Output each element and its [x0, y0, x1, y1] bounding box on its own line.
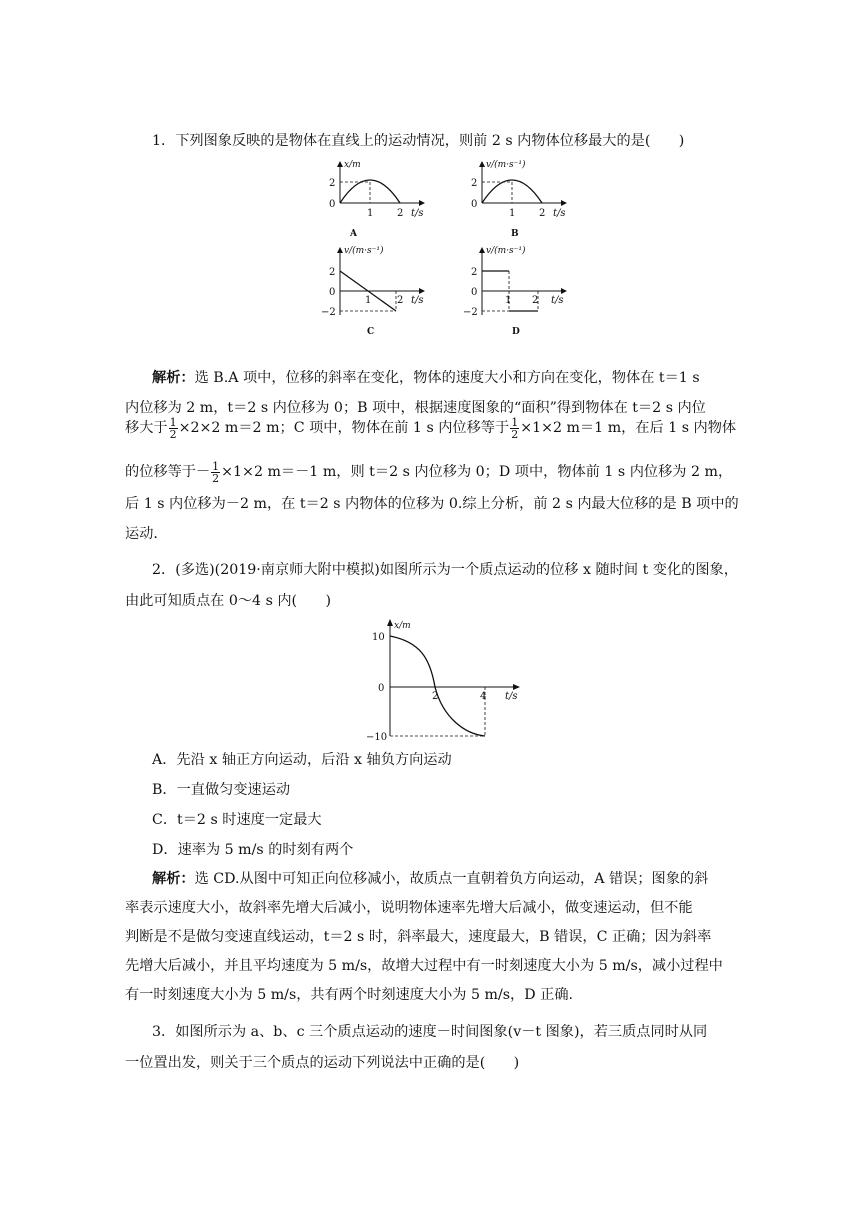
q2-figure — [365, 618, 530, 743]
q2-option-a: A．先沿 x 轴正方向运动，后沿 x 轴负方向运动 — [152, 752, 452, 768]
q2-option-b: B．一直做匀变速运动 — [152, 782, 291, 798]
figure-a-ylabel: x/m — [344, 160, 361, 170]
figure-a-xtick-2: 2 — [397, 208, 404, 219]
analysis-label: 解析： — [152, 871, 195, 887]
q2-figure-xlabel: t/s — [505, 691, 518, 702]
figure-b-label: B — [511, 229, 519, 239]
figure-b-xtick-1: 1 — [509, 208, 516, 219]
figure-c-xtick-1: 1 — [365, 295, 372, 306]
figure-c-ytick-2: 2 — [329, 267, 336, 278]
figure-c — [321, 243, 435, 337]
figure-d-xlabel: t/s — [551, 295, 564, 306]
q2-option-c: C．t＝2 s 时速度一定最大 — [152, 812, 322, 828]
fraction-one-half: $\frac{1}{2}$ — [169, 415, 177, 441]
q1-analysis-line-5: 后 1 s 内位移为－2 m，在 t＝2 s 内物体的位移为 0.综上分析，前 2 s 内最大位移的是 B 项中的 — [125, 496, 739, 512]
figure-d-xtick-2: 2 — [532, 295, 539, 306]
q1-analysis-line-4: 的位移等于－ $\frac{1}{2}$ ×1×2 m＝－1 m，则 t＝2 s 内位移为 0；D 项中，物体前 1 s 内位移为 2 m， — [125, 459, 733, 485]
figure-c-ylabel: v/(m·s⁻¹) — [344, 246, 384, 256]
q2-analysis-line-5: 有一时刻速度大小为 5 m/s，共有两个时刻速度大小为 5 m/s，D 正确. — [125, 987, 574, 1003]
figure-c-ytick-0: 0 — [329, 287, 336, 298]
q1-analysis-line-3: 移大于 $\frac{1}{2}$ ×2×2 m＝2 m；C 项中，物体在前 1 s 内位移等于 $\frac{1}{2}$ ×1×2 m＝1 m，在后 1 s 内物体 — [125, 415, 737, 441]
q2-figure-ytick-0: 0 — [378, 683, 385, 694]
q1-analysis-line-2: 内位移为 2 m，t＝2 s 内位移为 0；B 项中，根据速度图象的“面积”得到物体在 t＝2 s 内位 — [125, 400, 706, 416]
figure-c-xlabel: t/s — [411, 295, 424, 306]
q2-stem-line-2: 由此可知质点在 0～4 s 内( ) — [125, 593, 331, 609]
figure-a-label: A — [350, 229, 357, 239]
q2-analysis-line-4: 先增大后减小，并且平均速度为 5 m/s，故增大过程中有一时刻速度大小为 5 m/s，减小过程中 — [125, 958, 723, 974]
q2-option-d: D．速率为 5 m/s 的时刻有两个 — [152, 842, 354, 858]
fraction-one-half: $\frac{1}{2}$ — [511, 415, 519, 441]
q2-analysis-line-2: 率表示速度大小，故斜率先增大后减小，说明物体速率先增大后减小，做变速运动，但不能 — [125, 900, 693, 916]
figure-c-ytick-neg2: −2 — [321, 307, 336, 318]
figure-a-xlabel: t/s — [411, 208, 424, 219]
analysis-label: 解析： — [152, 370, 195, 386]
figure-d — [463, 243, 577, 337]
figure-d-ylabel: v/(m·s⁻¹) — [486, 246, 526, 256]
q2-figure-ytick-10: 10 — [372, 632, 385, 643]
figure-d-ytick-0: 0 — [471, 287, 478, 298]
q1-analysis-line-1: 解析：选 B.A 项中，位移的斜率在变化，物体的速度大小和方向在变化，物体在 t＝1 s — [152, 370, 700, 386]
q3-stem-line-1: 3．如图所示为 a、b、c 三个质点运动的速度－时间图象(v－t 图象)，若三质点同时从同 — [152, 1024, 708, 1040]
q2-analysis-line-3: 判断是不是做匀变速直线运动，t＝2 s 时，斜率最大，速度最大，B 错误，C 正确；因为斜率 — [125, 929, 712, 945]
figure-b-ytick-2: 2 — [471, 178, 478, 189]
q2-stem-line-1: 2．(多选)(2019·南京师大附中模拟)如图所示为一个质点运动的位移 x 随时间 t 变化的图象， — [152, 562, 738, 578]
q3-stem-line-2: 一位置出发，则关于三个质点的运动下列说法中正确的是( ) — [125, 1055, 520, 1071]
q2-figure-xtick-2: 2 — [432, 691, 439, 702]
figure-a-ytick-2: 2 — [329, 178, 336, 189]
figure-b-ylabel: v/(m·s⁻¹) — [486, 160, 526, 170]
q1-stem: 1．下列图象反映的是物体在直线上的运动情况，则前 2 s 内物体位移最大的是( ) — [152, 133, 685, 149]
figure-b — [467, 157, 577, 237]
q2-figure-ylabel: x/m — [394, 621, 411, 631]
figure-d-xtick-1: 1 — [505, 295, 512, 306]
q2-figure-xtick-4: 4 — [480, 691, 487, 702]
figure-b-ytick-0: 0 — [471, 199, 478, 210]
figure-a-ytick-0: 0 — [329, 199, 336, 210]
figure-c-label: C — [367, 327, 375, 337]
fraction-one-half: $\frac{1}{2}$ — [212, 459, 220, 485]
figure-d-label: D — [512, 327, 520, 337]
figure-a — [325, 157, 435, 237]
figure-b-xlabel: t/s — [553, 208, 566, 219]
q1-analysis-line-6: 运动． — [125, 526, 168, 542]
figure-b-xtick-2: 2 — [539, 208, 546, 219]
q2-figure-ytick-neg10: −10 — [366, 732, 388, 743]
figure-d-ytick-neg2: −2 — [463, 307, 478, 318]
figure-d-ytick-2: 2 — [471, 267, 478, 278]
q2-analysis-line-1: 解析：选 CD.从图中可知正向位移减小，故质点一直朝着负方向运动，A 错误；图象的斜 — [152, 871, 709, 887]
figure-c-xtick-2: 2 — [397, 295, 404, 306]
figure-a-xtick-1: 1 — [367, 208, 374, 219]
